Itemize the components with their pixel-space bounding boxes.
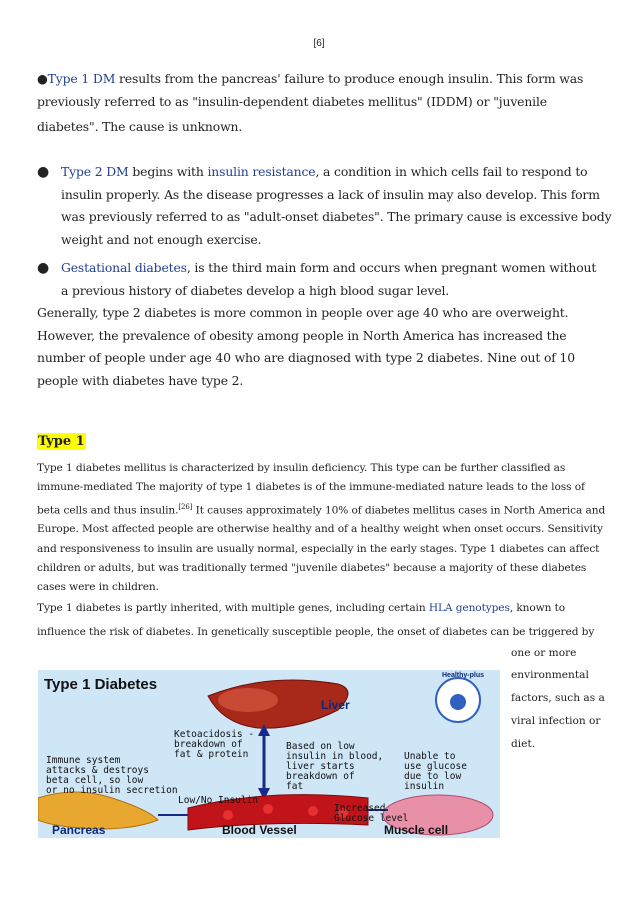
link-hla-genotypes[interactable]: HLA genotypes xyxy=(428,602,510,614)
type1-diabetes-diagram xyxy=(38,670,500,838)
paragraph-general xyxy=(37,302,575,392)
diagram-badge: Healthy-plus xyxy=(442,672,485,679)
text: insulin properly. As the disease progresses a lack of insulin may also develop. This form xyxy=(61,186,600,202)
text: results from the pancreas' failure to produce enough insulin. This form was xyxy=(115,71,584,86)
text: Type 1 diabetes mellitus is characterized by insulin deficiency. This type can be further classified as xyxy=(37,462,566,474)
text: previously referred to as "insulin-dependent diabetes mellitus" (IDDM) or "juvenile xyxy=(37,93,547,109)
diagram-text-lowno: Low/No Insulin xyxy=(178,795,259,806)
citation[interactable]: [26] xyxy=(178,502,193,511)
paragraph-type1-intro xyxy=(37,68,583,139)
diagram-text-keto: Ketoacidosis - breakdown of fat & protein xyxy=(174,729,255,760)
text: and responsiveness to insulin are usually normal, especially in the early stages. Type 1 diabetes can affect xyxy=(37,542,600,555)
diagram-label-liver: Liver xyxy=(321,698,350,712)
diagram-title: Type 1 Diabetes xyxy=(44,676,158,693)
text: , a condition in which cells fail to respond to xyxy=(315,164,588,179)
text: environmental xyxy=(511,669,589,681)
paragraph-type1-body xyxy=(37,459,605,598)
link-type1-dm[interactable]: Type 1 DM xyxy=(47,71,116,86)
paragraph-gestational xyxy=(61,257,596,302)
diagram-text-unable: Unable to use glucose due to low insulin xyxy=(404,751,467,792)
text: one or more xyxy=(511,647,577,659)
text: Type 1 diabetes is partly inherited, with multiple genes, including certain xyxy=(37,602,429,614)
section-heading-type1: Type 1 xyxy=(38,434,85,449)
text: beta cells and thus insulin. xyxy=(37,504,179,517)
text: viral infection or xyxy=(511,715,601,727)
text: weight and not enough exercise. xyxy=(61,231,262,247)
diagram-text-immune: Immune system attacks & destroys beta cell, so low or no insulin secretion xyxy=(46,755,178,796)
link-gestational-diabetes[interactable]: Gestational diabetes xyxy=(61,260,187,275)
diagram-label-muscle: Muscle cell xyxy=(384,823,449,837)
text: influence the risk of diabetes. In genetically susceptible people, the onset of diabetes can be triggered by xyxy=(37,626,595,638)
text: Generally, type 2 diabetes is more common in people over age 40 who are overweight. xyxy=(37,305,569,320)
text: , is the third main form and occurs when pregnant women without xyxy=(186,260,597,275)
page-number: [6] xyxy=(313,38,325,49)
text: a previous history of diabetes develop a high blood sugar level. xyxy=(61,282,450,298)
text: was previously referred to as "adult-onset diabetes". The primary cause is excessive body xyxy=(61,209,612,224)
bullet: ● xyxy=(37,164,50,180)
bullet: ● xyxy=(37,71,48,86)
bullet: ● xyxy=(37,260,50,276)
text: diet. xyxy=(511,738,536,750)
text: cases were in children. xyxy=(37,581,159,594)
diagram-label-vessel: Blood Vessel xyxy=(222,823,297,837)
link-type2-dm[interactable]: Type 2 DM xyxy=(61,164,129,179)
text: It causes approximately 10% of diabetes mellitus cases in North America and xyxy=(192,504,606,517)
paragraph-type1-inherited xyxy=(37,596,594,644)
diagram-text-increased: Increased Glucose level xyxy=(334,803,409,824)
text: diabetes". The cause is unknown. xyxy=(37,119,243,134)
diagram-text-based: Based on low insulin in blood, liver starts breakdown of fat xyxy=(286,741,384,792)
text: , known to xyxy=(509,602,566,614)
link-insulin-resistance[interactable]: insulin resistance xyxy=(207,164,316,179)
text: people with diabetes have type 2. xyxy=(37,372,244,388)
text: begins with xyxy=(128,164,208,179)
text: factors, such as a xyxy=(511,692,605,704)
text: Europe. Most affected people are otherwise healthy and of a healthy weight when onset occurs. Sensitivity xyxy=(37,523,603,536)
text: immune-mediated The majority of type 1 diabetes is of the immune-mediated nature leads to the loss of xyxy=(37,481,585,494)
diagram-label-pancreas: Pancreas xyxy=(52,823,106,837)
text: number of people under age 40 who are diagnosed with type 2 diabetes. Nine out of 10 xyxy=(37,350,576,365)
text: However, the prevalence of obesity among people in North America has increased the xyxy=(37,327,567,343)
text: children or adults, but was traditionally termed "juvenile diabetes" because a majority of these diabetes xyxy=(37,562,587,575)
paragraph-type2 xyxy=(61,161,611,251)
